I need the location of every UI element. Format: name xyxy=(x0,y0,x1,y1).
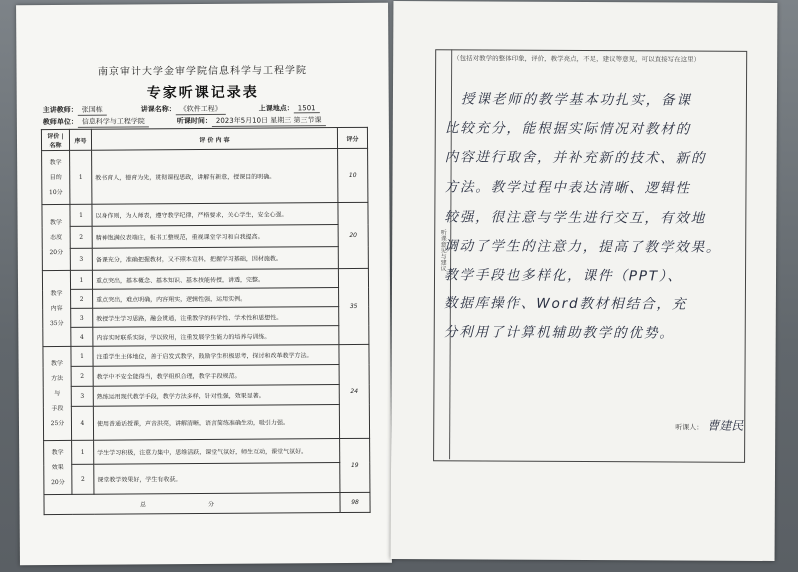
row-number: 1 xyxy=(70,204,92,226)
total-score-handwritten: 98 xyxy=(340,492,370,512)
criterion-text: 教学中不安全能得当，教学组织合理，教学手段规范。 xyxy=(93,365,339,387)
row-number: 3 xyxy=(71,308,93,327)
row-number: 3 xyxy=(70,248,92,270)
category-text: 教学 xyxy=(51,359,64,368)
row-number: 2 xyxy=(70,226,92,248)
category-cell xyxy=(42,270,71,346)
criterion-text: 内容实时联系实际，学以致用，注重发展学生能力的培养与训练。 xyxy=(93,326,339,347)
handwritten-line: 教学手段也多样化，课件（PPT）、 xyxy=(443,267,683,285)
time-label: 听课时间： xyxy=(176,115,212,126)
category-text: 态度 xyxy=(50,233,63,242)
teacher-value: 张国栋 xyxy=(78,105,107,116)
table-header-row xyxy=(41,127,367,150)
criterion-text: 以身作则，为人师表，遵守教学纪律，严格要求，关心学生，安全心强。 xyxy=(92,203,338,227)
row-number: 2 xyxy=(71,289,93,308)
category-points: 10分 xyxy=(49,188,63,197)
comments-frame xyxy=(433,49,747,463)
row-number: 1 xyxy=(70,150,92,204)
meta-course xyxy=(141,104,226,116)
handwritten-line: 数据库操作、Word教材相结合，充 xyxy=(443,295,688,313)
signature-handwritten: 曹建民 xyxy=(707,418,744,433)
score-handwritten: 35 xyxy=(338,268,369,344)
table-row xyxy=(43,287,369,308)
handwritten-line: 比较充分，能根据实际情况对教材的 xyxy=(444,120,692,138)
category-points: 20分 xyxy=(51,478,65,487)
unit-label: 教师单位： xyxy=(42,116,78,127)
category-text: 目的 xyxy=(49,173,62,182)
handwritten-line: 分利用了计算机辅助教学的优势。 xyxy=(443,324,675,342)
criterion-text: 课堂教学效果好，学生有收获。 xyxy=(94,463,340,495)
row-number: 4 xyxy=(71,327,93,346)
criterion-text: 重点突出，难点明确，内容翔实，逻辑性强，运用实例。 xyxy=(93,288,339,309)
table-row xyxy=(43,306,369,327)
category-text: 教学 xyxy=(50,218,63,227)
header-category: 评价 | 名称 xyxy=(41,129,69,150)
category-points: 35分 xyxy=(49,319,64,328)
category-cell xyxy=(42,204,70,270)
comments-sheet xyxy=(391,1,778,561)
category-text: 内容 xyxy=(50,304,63,313)
criterion-text: 备课充分，准确把握教材，又不照本宣科，把握学习基础，因材施教。 xyxy=(92,247,338,271)
meta-teacher xyxy=(43,105,107,116)
header-content: 评 价 内 容 xyxy=(91,128,337,151)
score-handwritten: 20 xyxy=(338,202,368,268)
row-number: 4 xyxy=(71,406,93,440)
course-label: 讲课名称： xyxy=(140,104,176,114)
row-number: 2 xyxy=(71,366,93,386)
total-row xyxy=(44,492,370,514)
table-row xyxy=(43,344,369,366)
criterion-text: 教授学生学习思路，融会贯通，注重教学的科学性、学术性和思想性。 xyxy=(93,307,339,328)
teacher-label: 主讲教师： xyxy=(42,104,78,115)
category-points: 20分 xyxy=(49,248,64,257)
room-value: 1501 xyxy=(294,104,320,113)
table-row xyxy=(42,246,368,270)
side-label: 听课意见与建议 xyxy=(439,229,447,272)
criterion-text: 重点突出，基本概念、基本知识、基本技能传授，讲透，完整。 xyxy=(92,269,338,290)
evaluation-table xyxy=(41,127,371,515)
category-cell xyxy=(42,150,70,204)
instructions-note: （包括对教学的整体印象，评价，教学亮点，不足，建议等意见，可以直接写在这里） xyxy=(453,54,701,64)
meta-unit xyxy=(43,116,149,128)
handwritten-line: 较强，很注意与学生进行交互，有效地 xyxy=(444,209,707,227)
total-label: 总 分 xyxy=(44,493,340,515)
unit-value: 信息科学与工程学院 xyxy=(78,116,149,127)
table-row xyxy=(43,364,369,386)
category-text: 教学 xyxy=(49,158,62,167)
header-number: 序号 xyxy=(69,129,91,150)
handwritten-line: 调动了学生的注意力，提高了教学效果。 xyxy=(444,238,722,256)
table-row xyxy=(43,384,369,406)
criterion-text: 熟练运用现代教学手段，教学方法多样，针对性强，效果显著。 xyxy=(93,385,339,407)
form-title: 专家听课记录表 xyxy=(146,84,259,102)
row-number: 2 xyxy=(72,464,94,494)
table-row xyxy=(42,148,368,204)
score-handwritten: 19 xyxy=(340,438,370,492)
criterion-text: 学生学习积极，注意力集中，思维活跃，课堂气氛好，师生互动，课堂气氛好。 xyxy=(94,439,340,465)
category-text: 教学 xyxy=(50,289,63,298)
handwritten-line: 内容进行取舍，并补充新的技术、新的 xyxy=(444,149,707,167)
criterion-text: 使用普通话授课，声音洪亮，讲解清晰，语言简练准确生动，吸引力强。 xyxy=(93,405,339,441)
category-text: 手段 xyxy=(51,404,64,413)
criterion-text: 注重学生主体地位，善于启发式教学，鼓励学生积极思考，探讨和改革教学方法。 xyxy=(93,345,339,367)
score-handwritten: 24 xyxy=(339,344,370,438)
room-label: 上课地点： xyxy=(258,103,294,113)
category-text: 教学 xyxy=(51,448,64,457)
course-value: 《软件工程》 xyxy=(176,104,226,115)
evaluation-form-sheet xyxy=(16,3,392,566)
table-row xyxy=(42,268,368,289)
category-points: 25分 xyxy=(50,419,65,428)
category-text: 与 xyxy=(54,390,61,398)
category-text: 效果 xyxy=(51,463,64,472)
table-row xyxy=(43,325,369,346)
time-value: 2023年5月10日 星期三 第三节课 xyxy=(212,115,326,127)
meta-time xyxy=(177,115,326,127)
category-cell xyxy=(43,346,72,440)
criterion-text: 精神饱满仪表端庄，板书工整规范，重视课堂学习和自我提高。 xyxy=(92,225,338,249)
table-row xyxy=(42,224,368,248)
row-number: 1 xyxy=(70,270,92,289)
table-row xyxy=(44,462,370,494)
row-number: 1 xyxy=(71,346,93,366)
category-text: 方法 xyxy=(51,374,64,383)
table-row xyxy=(44,438,370,464)
row-number: 1 xyxy=(72,440,94,464)
university-heading: 南京审计大学金审学院信息科学与工程学院 xyxy=(97,65,308,78)
table-row xyxy=(42,202,368,226)
handwritten-line: 授课老师的教学基本功扎实，备课 xyxy=(460,91,692,109)
header-score: 评分 xyxy=(337,127,367,148)
meta-room xyxy=(259,103,320,113)
handwritten-line: 方法。教学过程中表达清晰、逻辑性 xyxy=(444,179,691,197)
row-number: 3 xyxy=(71,386,93,406)
score-handwritten: 10 xyxy=(338,148,368,202)
signature-label: 听课人： xyxy=(675,423,704,432)
category-cell xyxy=(44,440,72,494)
table-row xyxy=(43,404,369,440)
criterion-text: 教书育人，德育为先，贯彻课程思政，讲解有新意，授课目的明确。 xyxy=(92,149,338,205)
